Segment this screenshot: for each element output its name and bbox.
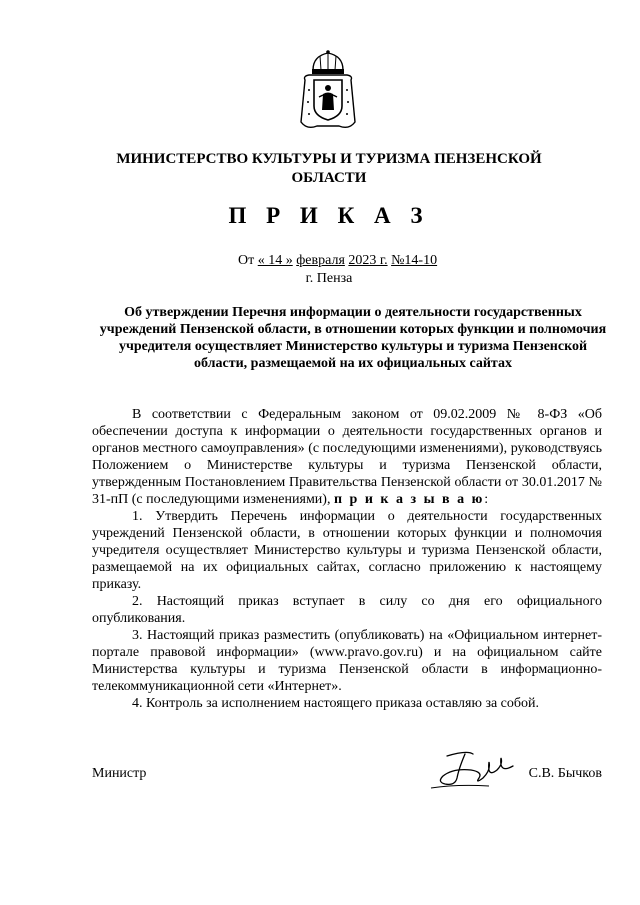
order-number: №14-10 [391,253,438,268]
order-item-3: 3. Настоящий приказ разместить (опубликовать) на «Официальном интернет-портале правовой информации» (www.pravo.gov.ru) и на официальном сайте Министерства культуры и туризма Пензенской области в информационно-телекоммуникационной сети «Интернет». [92,628,602,694]
signer-name: С.В. Бычков [528,766,602,781]
ministry-name-line1: МИНИСТЕРСТВО КУЛЬТУРЫ И ТУРИЗМА ПЕНЗЕНСКОЙ [116,151,542,167]
preamble-paragraph [92,406,602,508]
signer-title: Министр [92,766,147,781]
order-item-2: 2. Настоящий приказ вступает в силу со дня его официального опубликования. [92,594,602,626]
handwritten-signature [427,748,517,792]
ministry-name-line2: ОБЛАСТИ [291,170,367,186]
order-colon: : [484,492,489,507]
date-year: 2023 г. [348,253,388,268]
document-type-title: П Р И К А З [228,203,430,228]
signature-block [92,766,602,796]
date-day: « 14 » [257,253,293,268]
date-number-line [238,252,437,269]
coat-of-arms-icon [299,50,357,132]
ministry-name [100,150,558,188]
order-item-4: 4. Контроль за исполнением настоящего приказа оставляю за собой. [132,696,540,711]
order-item-1: 1. Утвердить Перечень информации о деятельности государственных учреждений Пензенской области, в отношении которых функции и полномочия учредителя осуществляет Министерство культуры и туризма Пензенской области, размещаемой на их официальных сайтах, согласно приложению к настоящему приказу. [92,509,602,592]
order-subject: Об утверждении Перечня информации о деятельности государственных учреждений Пензенской области, в отношении которых функции и полномочия учредителя осуществляет Министерство культуры и туризма Пензенской области, размещаемой на их официальных сайтах [99,305,607,371]
order-word: п р и к а з ы в а ю [333,492,485,507]
preamble-text: В соответствии с Федеральным законом от 09.02.2009 № 8-ФЗ «Об обеспечении доступа к информации о деятельности государственных органов и органов местного самоуправления» (с последующими изменениями), руководствуясь Положением о Министерстве культуры и туризма Пензенской области, утвержденным Постановлением Правительства Пензенской области от 30.01.2017 № 31-пП (с последующими изменениями), [92,407,602,507]
date-prefix: От [238,253,255,268]
date-month: февраля [296,253,345,268]
city: г. Пенза [305,271,353,286]
order-body [92,406,602,712]
